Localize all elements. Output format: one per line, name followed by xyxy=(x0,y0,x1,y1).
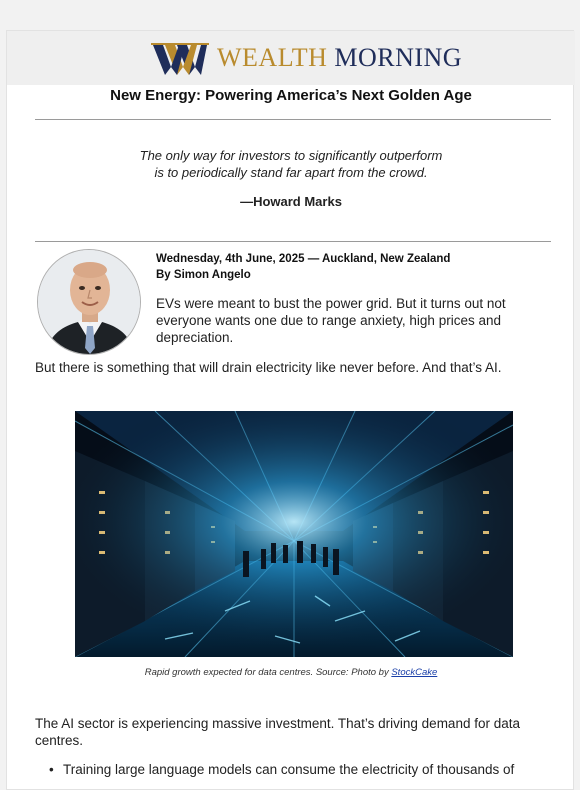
data-centre-illustration xyxy=(75,411,513,657)
list-item: • Training large language models can consume the electricity of thousands of xyxy=(47,761,547,778)
caption-text: Rapid growth expected for data centres. Source: Photo by xyxy=(144,667,392,678)
author-portrait xyxy=(38,250,141,355)
article-date-location: Wednesday, 4th June, 2025 — Auckland, New Zealand xyxy=(156,253,451,265)
image-caption xyxy=(7,667,575,678)
wm-logo-icon xyxy=(151,41,209,77)
divider-bottom xyxy=(35,241,551,242)
divider-top xyxy=(35,119,551,120)
article-paragraph-3: The AI sector is experiencing massive investment. That’s driving demand for data centres. xyxy=(35,716,520,748)
brand-header xyxy=(7,31,575,85)
article-title: New Energy: Powering America’s Next Golden Age xyxy=(110,87,472,104)
hero-image-data-centre xyxy=(75,411,513,657)
article-paragraph-2: But there is something that will drain electricity like never before. And that’s AI. xyxy=(35,360,502,375)
pull-quote xyxy=(7,147,575,181)
article-paragraph-1: EVs were meant to bust the power grid. But it turns out not everyone wants one due to range anxiety, high prices and depreciation. xyxy=(156,296,506,345)
bullet-list xyxy=(47,761,547,778)
brand-name-morning: MORNING xyxy=(334,43,463,72)
brand-name-wealth: WEALTH xyxy=(217,43,328,72)
caption-source-link[interactable]: StockCake xyxy=(391,667,438,678)
quote-line-2: is to periodically stand far apart from the crowd. xyxy=(154,165,428,180)
email-container xyxy=(6,30,574,790)
article-byline: By Simon Angelo xyxy=(156,269,251,281)
quote-line-1: The only way for investors to significantly outperform xyxy=(139,148,443,163)
quote-author: —Howard Marks xyxy=(240,194,342,209)
author-avatar xyxy=(37,249,141,355)
brand-wordmark[interactable] xyxy=(217,43,462,73)
